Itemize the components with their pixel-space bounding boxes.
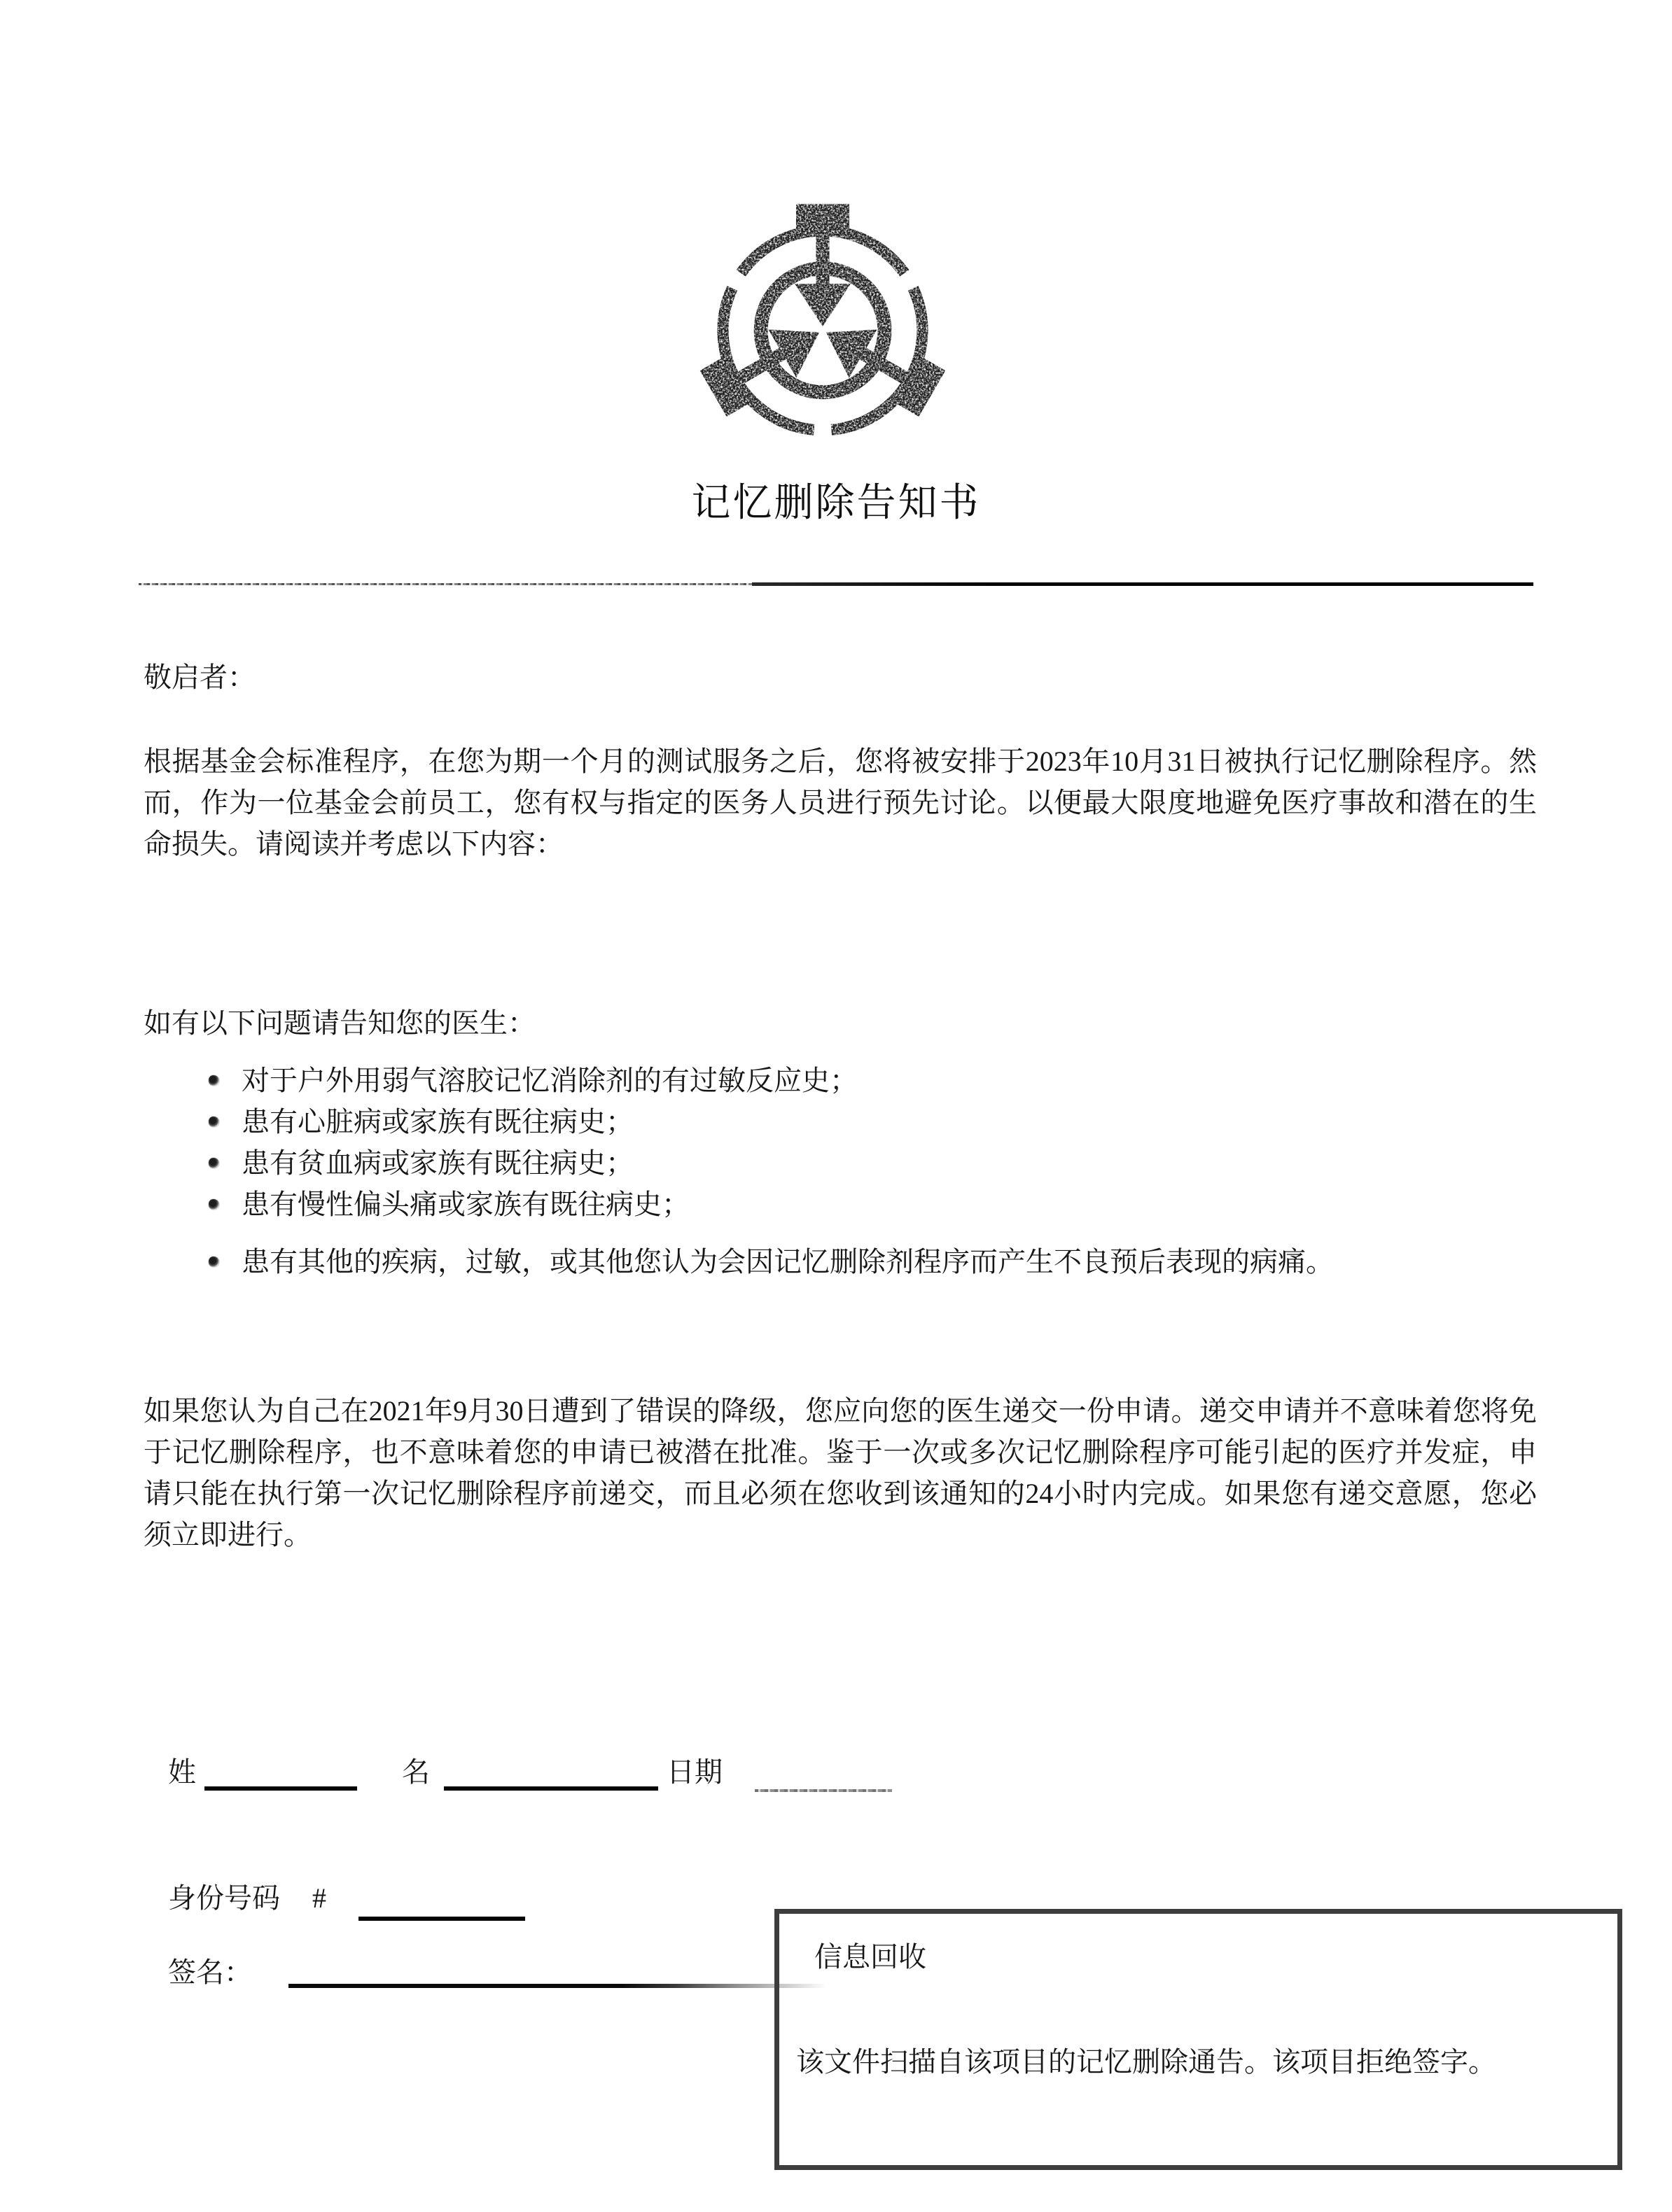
divider-right-segment <box>752 582 1533 586</box>
list-item-text: 患有贫血病或家族有既往病史； <box>242 1147 634 1179</box>
info-recovery-note: 该文件扫描自该项目的记忆删除通告。该项目拒绝签字。 <box>796 2046 1496 2078</box>
list-item-text: 对于户外用弱气溶胶记忆消除剂的有过敏反应史； <box>242 1065 858 1096</box>
last-name-label: 姓 <box>168 1756 196 1788</box>
appeal-paragraph: 如果您认为自己在2021年9月30日遭到了错误的降级，您应向您的医生递交一份申请。递交申请并不意味着您将免于记忆删除程序，也不意味着您的申请已被潜在批准。鉴于一次或多次记忆删除程序可能引起的医疗并发症，申请只能在执行第一次记忆删除程序前递交，而且必须在您收到该通知的24小时内完成。如果您有递交意愿，您必须立即进行。 <box>144 1395 1537 1550</box>
list-item-text: 患有心脏病或家族有既往病史； <box>242 1106 634 1138</box>
list-item <box>209 1184 1539 1225</box>
bullet-dot-icon <box>209 1256 219 1267</box>
first-name-field[interactable] <box>444 1786 658 1791</box>
divider-left-segment <box>139 583 780 585</box>
intro-paragraph: 根据基金会标准程序，在您为期一个月的测试服务之后，您将被安排于2023年10月31日被执行记忆删除程序。然而，作为一位基金会前员工，您有权与指定的医务人员进行预先讨论。以便最大限度地避免医疗事故和潜在的生命损失。请阅读并考虑以下内容： <box>144 746 1537 860</box>
document-title: 记忆删除告知书 <box>691 482 981 525</box>
list-item <box>209 1101 1539 1142</box>
info-recovery-title: 信息回收 <box>814 1941 926 1973</box>
bullet-dot-icon <box>209 1075 219 1086</box>
bullet-dot-icon <box>209 1199 219 1210</box>
id-number-label-text: 身份号码 <box>168 1882 280 1914</box>
list-item <box>209 1060 1539 1101</box>
bullet-dot-icon <box>209 1158 219 1168</box>
first-name-label: 名 <box>402 1756 430 1788</box>
last-name-field[interactable] <box>204 1786 357 1791</box>
bullet-dot-icon <box>209 1116 219 1127</box>
medical-conditions-list <box>209 1060 1539 1282</box>
salutation: 敬启者： <box>144 662 256 693</box>
scp-foundation-logo-icon <box>690 197 956 463</box>
list-item-text: 患有慢性偏头痛或家族有既往病史； <box>242 1189 690 1220</box>
signature-field[interactable] <box>288 1984 826 1988</box>
date-label: 日期 <box>667 1756 723 1788</box>
divider-line <box>139 582 1533 587</box>
scp-logo-svg <box>690 197 956 463</box>
info-recovery-box <box>774 1909 1622 2170</box>
list-item <box>209 1142 1539 1184</box>
id-number-field[interactable] <box>358 1917 525 1921</box>
signature-label: 签名： <box>168 1956 252 1988</box>
list-item <box>209 1241 1539 1282</box>
hash-symbol: # <box>312 1882 326 1914</box>
list-item-text: 患有其他的疾病，过敏，或其他您认为会因记忆删除剂程序而产生不良预后表现的病痛。 <box>242 1246 1334 1278</box>
medical-list-heading: 如有以下问题请告知您的医生： <box>144 1007 536 1039</box>
id-number-label <box>168 1877 326 1919</box>
date-field[interactable] <box>755 1789 892 1792</box>
